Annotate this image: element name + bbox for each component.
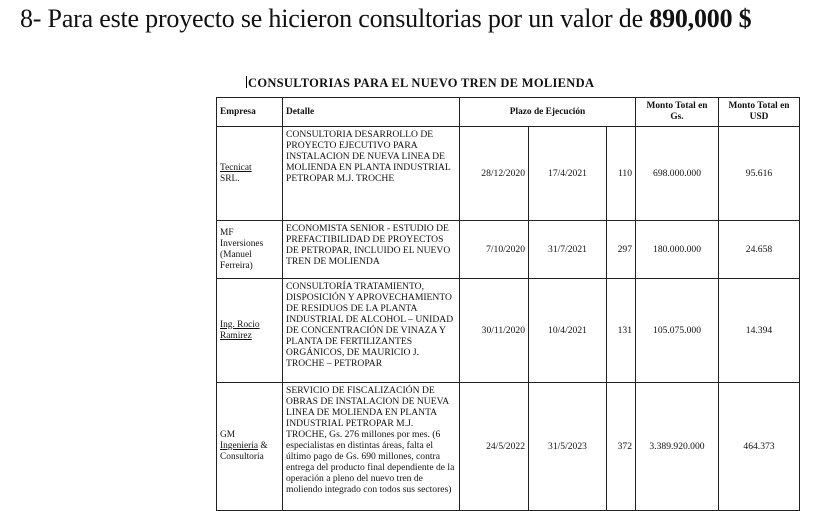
- header-row: [217, 98, 800, 127]
- cell-monto-gs: 105.075.000: [636, 279, 719, 383]
- header-detalle: Detalle: [283, 98, 460, 127]
- table-title: CONSULTORIAS PARA EL NUEVO TREN DE MOLIENDA: [248, 76, 595, 90]
- cell-inicio: 30/11/2020: [460, 279, 529, 383]
- consultorias-table: [216, 97, 800, 511]
- cell-monto-usd: 14.394: [719, 279, 800, 383]
- cell-monto-usd: 95.616: [719, 127, 800, 221]
- cell-empresa: [217, 279, 283, 383]
- cell-monto-gs: 698.000.000: [636, 127, 719, 221]
- cell-fin: 31/5/2023: [529, 383, 607, 511]
- cell-empresa: [217, 383, 283, 511]
- cell-detalle: CONSULTORÍA TRATAMIENTO, DISPOSICIÓN Y APROVECHAMIENTO DE RESIDUOS DE LA PLANTA INDUSTRIAL DE ALCOHOL – UNIDAD DE CONCENTRACIÓN DE VINAZA Y PLANTA DE FERTILIZANTES ORGÁNICOS, DE MAURICIO J. TROCHE – PETROPAR: [283, 279, 460, 383]
- cell-detalle: ECONOMISTA SENIOR - ESTUDIO DE PREFACTIBILIDAD DE PROYECTOS DE PETROPAR, INCLUIDO EL NUEVO TREN DE MOLIENDA: [283, 221, 460, 279]
- header-monto-gs: Monto Total en Gs.: [636, 98, 719, 127]
- empresa-name-2: Ramirez: [220, 330, 252, 341]
- header-plazo: Plazo de Ejecución: [460, 98, 636, 127]
- empresa-name-2: SRL.: [220, 173, 240, 184]
- cell-dias: 297: [607, 221, 636, 279]
- table-row: [217, 383, 800, 511]
- header-empresa: Empresa: [217, 98, 283, 127]
- table-row: [217, 221, 800, 279]
- cell-dias: 372: [607, 383, 636, 511]
- header-monto-usd: Monto Total en USD: [719, 98, 800, 127]
- cell-dias: 110: [607, 127, 636, 221]
- cell-inicio: 28/12/2020: [460, 127, 529, 221]
- cell-fin: 17/4/2021: [529, 127, 607, 221]
- empresa-name-3: & Consultoría: [220, 441, 268, 462]
- table-row: [217, 127, 800, 221]
- cell-detalle: SERVICIO DE FISCALIZACIÓN DE OBRAS DE INSTALACION DE NUEVA LINEA DE MOLIENDA EN PLANTA INDUSTRIAL PETROPAR M.J. TROCHE, Gs. 276 millones por mes. (6 especialistas en distintas áreas, falta el último pago de Gs. 690 millones, contra entrega del producto final dependiente de la operación a pleno del nuevo tren de moliendo integrado con todos sus sectores): [283, 383, 460, 511]
- cell-inicio: 7/10/2020: [460, 221, 529, 279]
- empresa-name: Tecnicat: [220, 162, 252, 173]
- empresa-name-2: Ingenieria: [220, 441, 258, 451]
- page-heading: [20, 4, 751, 34]
- cell-fin: 31/7/2021: [529, 221, 607, 279]
- cell-empresa: MF Inversiones (Manuel Ferreira): [217, 221, 283, 279]
- heading-amount: 890,000 $: [649, 4, 752, 33]
- table-row: [217, 279, 800, 383]
- cell-monto-gs: 180.000.000: [636, 221, 719, 279]
- cell-monto-usd: 464.373: [719, 383, 800, 511]
- cell-monto-gs: 3.389.920.000: [636, 383, 719, 511]
- empresa-name: Ing. Rocio: [220, 319, 260, 330]
- heading-text: 8- Para este proyecto se hicieron consultorias por un valor de: [20, 4, 643, 33]
- cell-empresa: [217, 127, 283, 221]
- empresa-name: GM: [220, 430, 236, 440]
- cell-monto-usd: 24.658: [719, 221, 800, 279]
- cell-fin: 10/4/2021: [529, 279, 607, 383]
- cell-detalle: CONSULTORIA DESARROLLO DE PROYECTO EJECUTIVO PARA INSTALACION DE NUEVA LINEA DE MOLIENDA EN PLANTA INDUSTRIAL PETROPAR M.J. TROCHE: [283, 127, 460, 221]
- cell-dias: 131: [607, 279, 636, 383]
- cell-inicio: 24/5/2022: [460, 383, 529, 511]
